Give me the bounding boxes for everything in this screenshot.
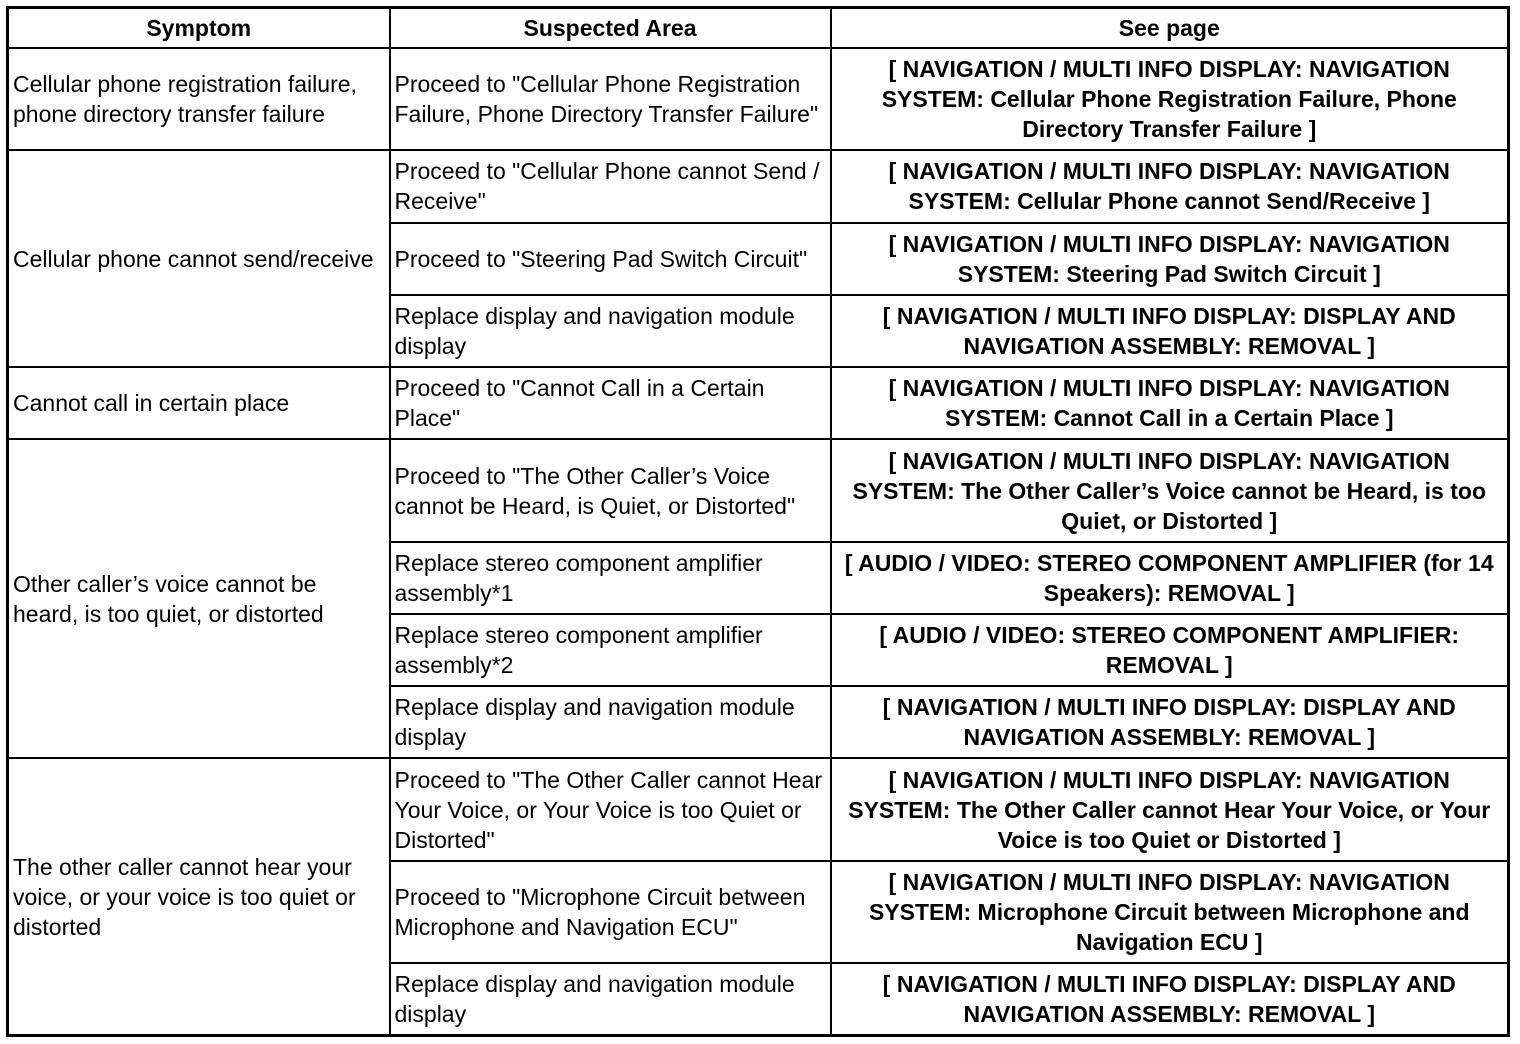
symptom-cell: Other caller’s voice cannot be heard, is too quiet, or distorted	[8, 439, 390, 758]
suspected-area-cell: Replace stereo component amplifier assembly*1	[390, 542, 831, 614]
suspected-area-cell: Proceed to "The Other Caller cannot Hear Your Voice, or Your Voice is too Quiet or Distorted"	[390, 758, 831, 860]
table-row	[8, 439, 1509, 541]
suspected-area-cell: Proceed to "The Other Caller’s Voice cannot be Heard, is Quiet, or Distorted"	[390, 439, 831, 541]
diagnosis-table	[6, 6, 1510, 1037]
see-page-cell: [ NAVIGATION / MULTI INFO DISPLAY: DISPLAY AND NAVIGATION ASSEMBLY: REMOVAL ]	[831, 963, 1509, 1035]
table-row	[8, 367, 1509, 439]
suspected-area-cell: Proceed to "Cellular Phone cannot Send / Receive"	[390, 150, 831, 222]
header-row	[8, 8, 1509, 49]
symptom-cell: Cannot call in certain place	[8, 367, 390, 439]
suspected-area-cell: Replace display and navigation module display	[390, 686, 831, 758]
see-page-cell: [ NAVIGATION / MULTI INFO DISPLAY: NAVIGATION SYSTEM: Steering Pad Switch Circuit ]	[831, 223, 1509, 295]
table-row	[8, 48, 1509, 150]
suspected-area-cell: Replace display and navigation module display	[390, 963, 831, 1035]
header-see-page: See page	[831, 8, 1509, 49]
see-page-cell: [ NAVIGATION / MULTI INFO DISPLAY: NAVIGATION SYSTEM: Cellular Phone Registration Failure, Phone Directory Transfer Failure ]	[831, 48, 1509, 150]
suspected-area-cell: Proceed to "Cellular Phone Registration Failure, Phone Directory Transfer Failure"	[390, 48, 831, 150]
see-page-cell: [ NAVIGATION / MULTI INFO DISPLAY: NAVIGATION SYSTEM: Cellular Phone cannot Send/Receive ]	[831, 150, 1509, 222]
see-page-cell: [ NAVIGATION / MULTI INFO DISPLAY: DISPLAY AND NAVIGATION ASSEMBLY: REMOVAL ]	[831, 686, 1509, 758]
table-row	[8, 758, 1509, 860]
symptom-cell: Cellular phone cannot send/receive	[8, 150, 390, 367]
see-page-cell: [ NAVIGATION / MULTI INFO DISPLAY: NAVIGATION SYSTEM: Microphone Circuit between Microphone and Navigation ECU ]	[831, 861, 1509, 963]
header-suspected-area: Suspected Area	[390, 8, 831, 49]
symptom-cell: The other caller cannot hear your voice, or your voice is too quiet or distorted	[8, 758, 390, 1035]
suspected-area-cell: Replace stereo component amplifier assembly*2	[390, 614, 831, 686]
suspected-area-cell: Proceed to "Steering Pad Switch Circuit"	[390, 223, 831, 295]
suspected-area-cell: Replace display and navigation module display	[390, 295, 831, 367]
table-row	[8, 150, 1509, 222]
see-page-cell: [ NAVIGATION / MULTI INFO DISPLAY: NAVIGATION SYSTEM: The Other Caller cannot Hear Your Voice, or Your Voice is too Quiet or Distorted ]	[831, 758, 1509, 860]
symptom-cell: Cellular phone registration failure, phone directory transfer failure	[8, 48, 390, 150]
suspected-area-cell: Proceed to "Microphone Circuit between Microphone and Navigation ECU"	[390, 861, 831, 963]
suspected-area-cell: Proceed to "Cannot Call in a Certain Place"	[390, 367, 831, 439]
see-page-cell: [ AUDIO / VIDEO: STEREO COMPONENT AMPLIFIER: REMOVAL ]	[831, 614, 1509, 686]
header-symptom: Symptom	[8, 8, 390, 49]
see-page-cell: [ AUDIO / VIDEO: STEREO COMPONENT AMPLIFIER (for 14 Speakers): REMOVAL ]	[831, 542, 1509, 614]
see-page-cell: [ NAVIGATION / MULTI INFO DISPLAY: NAVIGATION SYSTEM: The Other Caller’s Voice cannot be Heard, is too Quiet, or Distorted ]	[831, 439, 1509, 541]
see-page-cell: [ NAVIGATION / MULTI INFO DISPLAY: NAVIGATION SYSTEM: Cannot Call in a Certain Place ]	[831, 367, 1509, 439]
see-page-cell: [ NAVIGATION / MULTI INFO DISPLAY: DISPLAY AND NAVIGATION ASSEMBLY: REMOVAL ]	[831, 295, 1509, 367]
